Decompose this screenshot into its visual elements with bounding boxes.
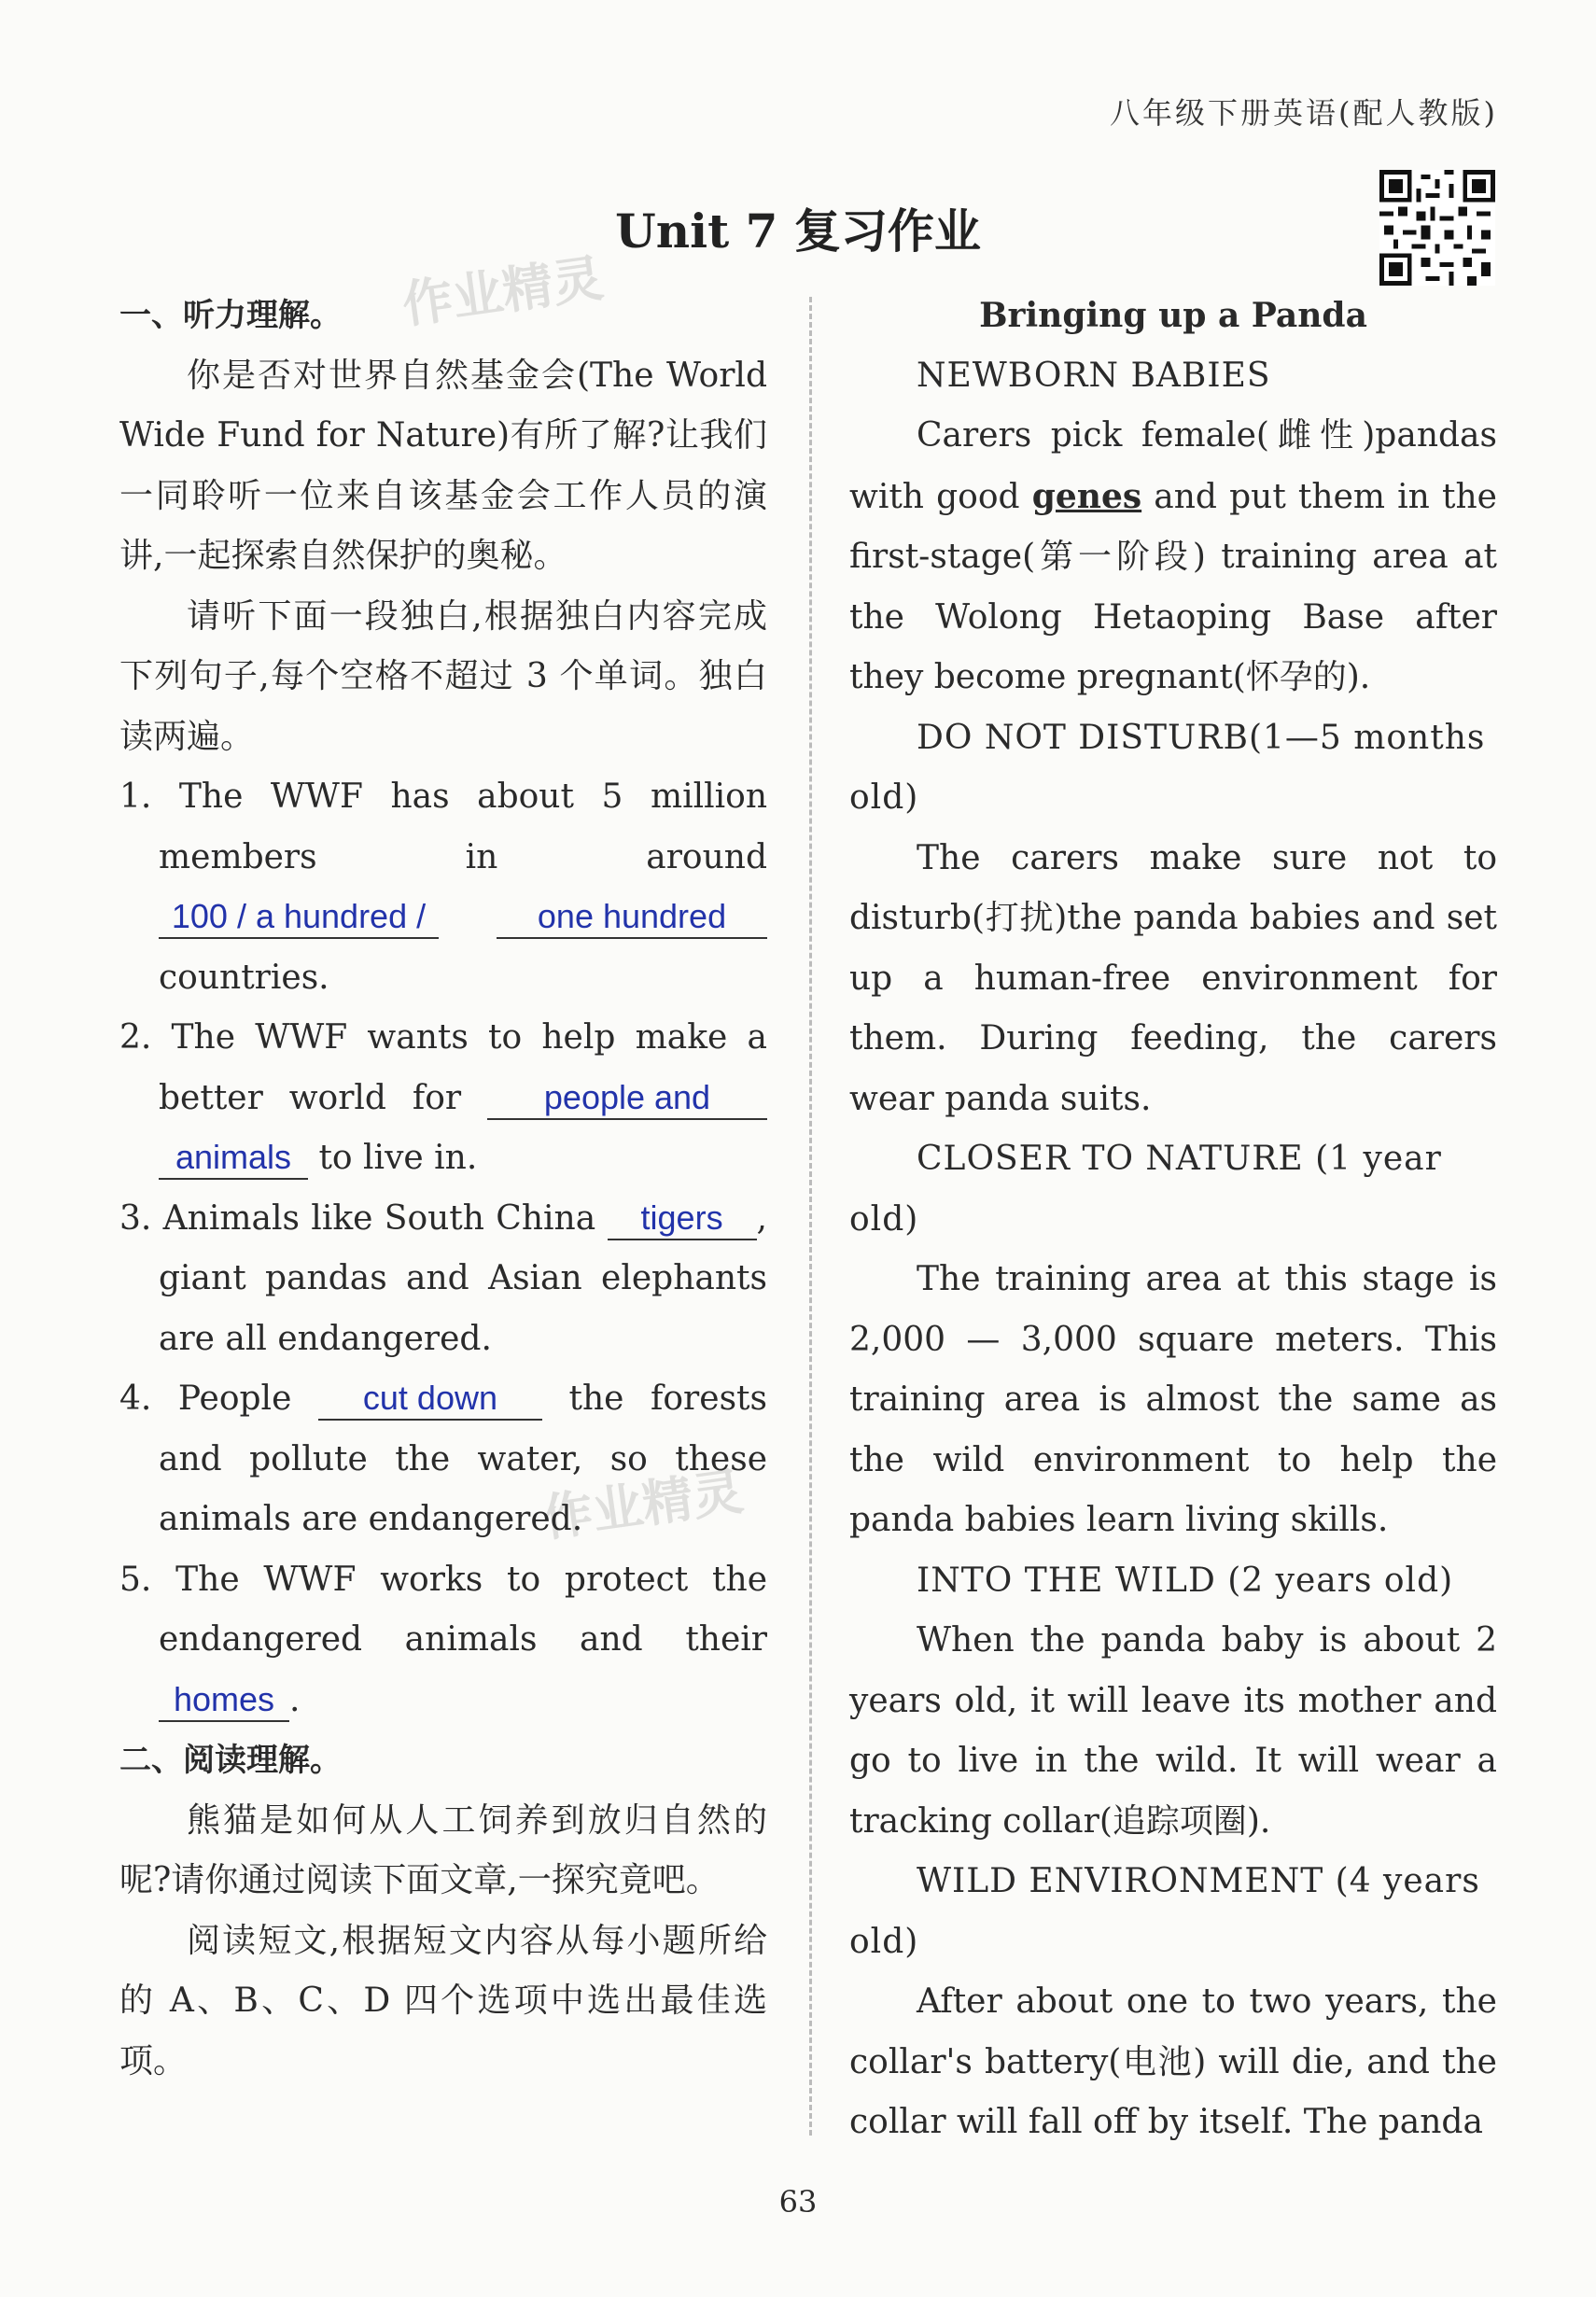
page-title: Unit 7 复习作业 [615,203,981,259]
qr-code-icon [1379,170,1495,286]
watermark: 作业精灵 [539,1462,747,1548]
question-4: 4. People cut down the forests and pollute the water, so these animals are endangered. [119,1379,767,1538]
genes-word: genes [1031,476,1142,516]
listening-intro: 你是否对世界自然基金会(The World Wide Fund for Nature)有所了解?让我们一同聆听一位来自该基金会工作人员的演讲,一起探索自然保护的奥秘。 [119,356,767,575]
question-1: 1. The WWF has about 5 million members in around 100 / a hundred / one hundred countries. [119,777,767,997]
book-note: 八年级下册英语(配人教版) [1110,95,1498,131]
answer-blank: animals [159,1137,308,1180]
article-title: Bringing up a Panda [979,296,1367,335]
article-paragraph: Carers pick female(雌性)pandas with good genes and put them in the first-stage(第一阶段) training area at the Wolong Hetaoping Base after they become pregnant(怀孕的). [849,416,1497,696]
left-column [119,286,767,2092]
question-2: 2. The WWF wants to help make a better world for people and animals to live in. [119,1008,767,1189]
article-heading: INTO THE WILD (2 years old) [917,1561,1454,1600]
question-3: 3. Animals like South China tigers , giant pandas and Asian elephants are all endangered. [119,1198,767,1358]
article-heading: NEWBORN BABIES [917,356,1271,395]
section-title-listening: 一、听力理解。 [119,297,342,334]
answer-blank: tigers [608,1198,757,1240]
page-number: 63 [778,2184,818,2220]
listening-instruction: 请听下面一段独白,根据独白内容完成下列句子,每个空格不超过 3 个单词。独白读两遍。 [119,596,767,756]
article-paragraph: The carers make sure not to disturb(打扰)the panda babies and set up a human-free environment for them. During feeding, the carers wear panda suits. [849,838,1497,1118]
answer-blank: cut down [318,1378,542,1421]
question-5: 5. The WWF works to protect the endangered animals and their homes . [119,1550,767,1731]
section-title-reading: 二、阅读理解。 [119,1742,342,1779]
answer-blank: one hundred [497,896,767,939]
article-heading: WILD ENVIRONMENT (4 years old) [849,1862,1480,1961]
article-paragraph: When the panda baby is about 2 years old, it will leave its mother and go to live in the wild. It will wear a tracking collar(追踪项圈). [849,1621,1497,1841]
answer-blank: 100 / a hundred / [159,896,439,939]
answer-blank: homes [159,1679,289,1722]
right-column [849,286,1497,2153]
reading-intro: 熊猫是如何从人工饲养到放归自然的呢?请你通过阅读下面文章,一探究竟吧。 [119,1800,767,1899]
article-heading: CLOSER TO NATURE (1 year old) [849,1140,1442,1239]
reading-instruction: 阅读短文,根据短文内容从每小题所给的 A、B、C、D 四个选项中选出最佳选项。 [119,1921,767,2080]
article-heading: DO NOT DISTURB(1—5 months old) [849,718,1486,817]
article-paragraph: After about one to two years, the collar's battery(电池) will die, and the collar will fall off by itself. The panda [849,1982,1497,2141]
watermark: 作业精灵 [399,248,607,335]
column-divider [809,297,812,2136]
article-paragraph: The training area at this stage is 2,000 — 3,000 square meters. This training area is almost the same as the wild environment to help the panda babies learn living skills. [849,1260,1497,1539]
answer-blank: people and [487,1077,767,1120]
